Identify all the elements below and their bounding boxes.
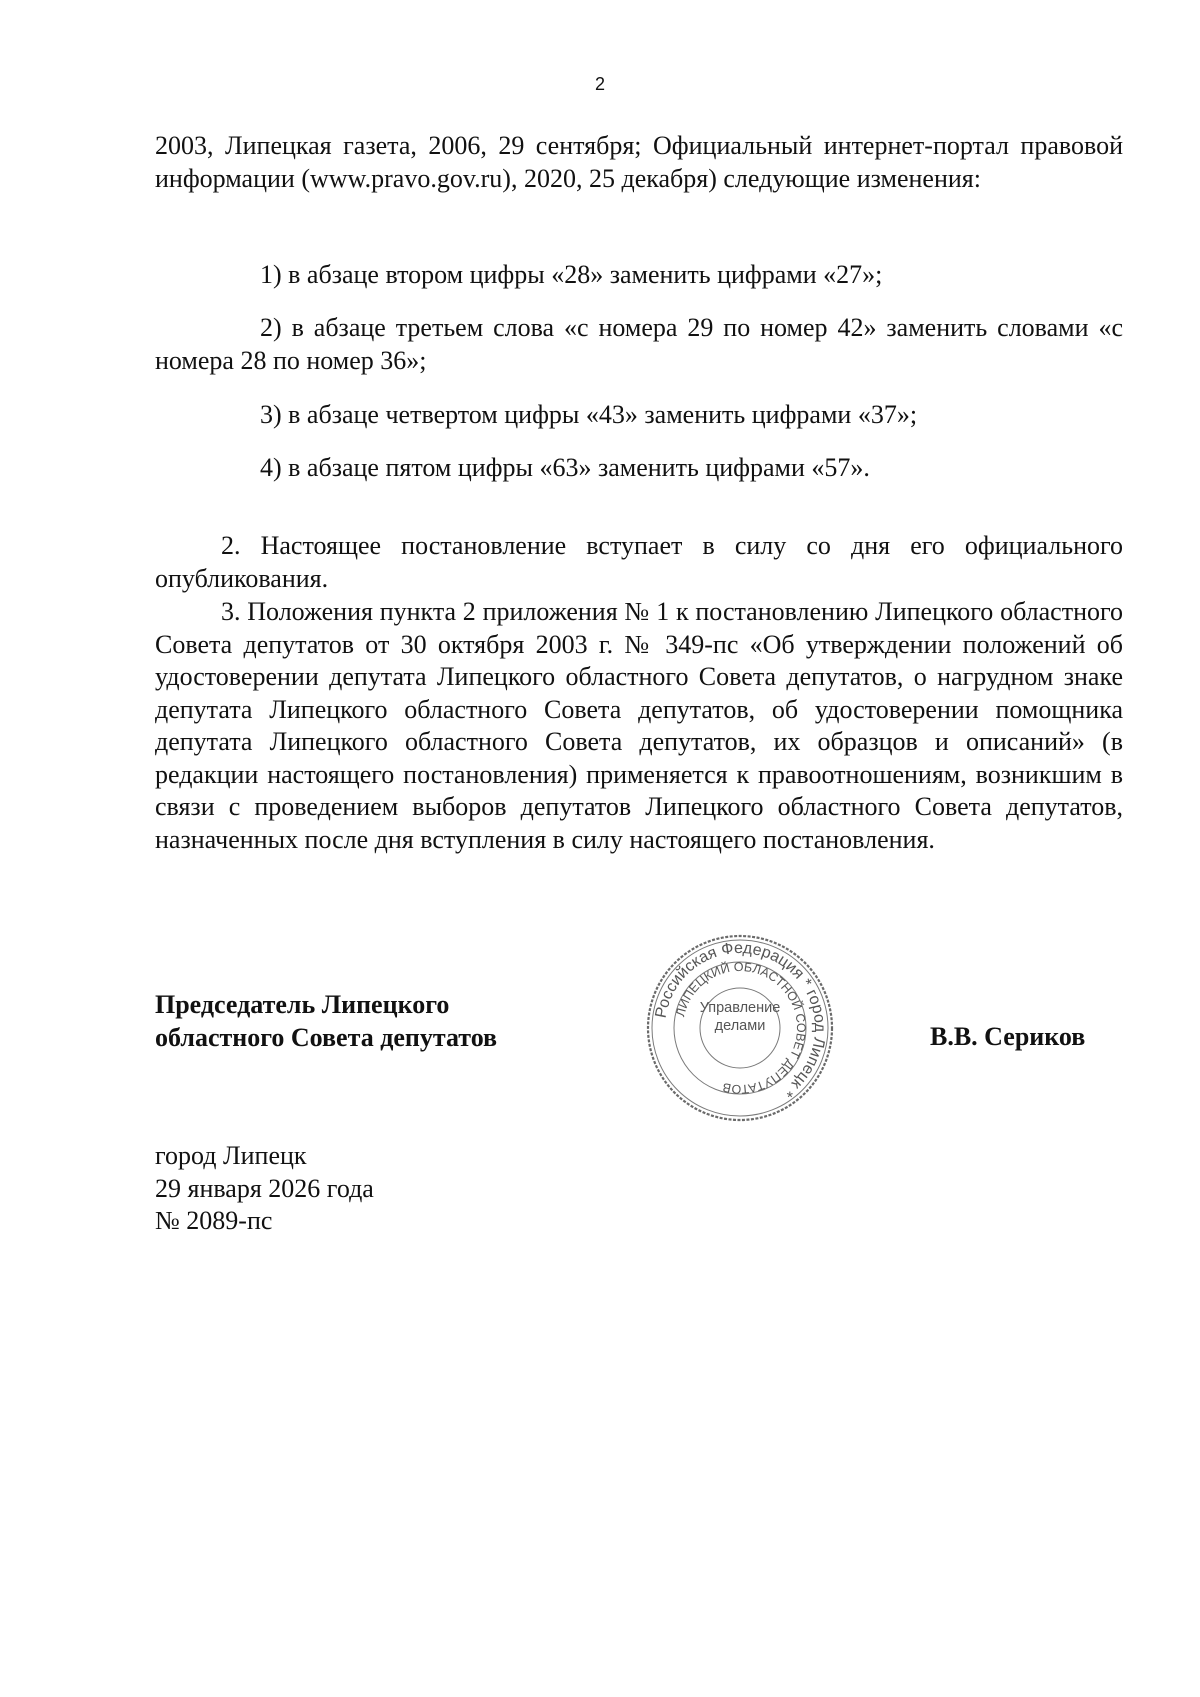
- list-item: [155, 452, 1123, 485]
- page-number: 2: [594, 74, 605, 94]
- signer-name: В.В. Сериков: [930, 1022, 1086, 1051]
- list-item: [155, 259, 1123, 292]
- seal-center-line2: делами: [714, 1018, 766, 1034]
- footer-date: 29 января 2026 года: [155, 1173, 374, 1203]
- paragraph-effective-date: 2. Настоящее постановление вступает в силу со дня его официального опубликования.: [155, 531, 1123, 593]
- signature-title-line1: Председатель Липецкого: [155, 990, 450, 1019]
- seal-outer-text: Российская Федерация * город Липецк *: [652, 939, 829, 1101]
- seal-center-text: [645, 999, 835, 1035]
- list-item-text: 3) в абзаце четвертом цифры «43» заменить цифрами «37»;: [260, 400, 918, 429]
- list-item: [155, 312, 1123, 377]
- footer-city: город Липецк: [155, 1141, 307, 1170]
- document-footer: [155, 1140, 374, 1238]
- signature-title-line2: областного Совета депутатов: [155, 1022, 498, 1052]
- paragraph-provisions: 3. Положения пункта 2 приложения № 1 к постановлению Липецкого областного Совета депутатов от 30 октября 2003 г. № 349-пс «Об утверждении положений об удостоверении депутата Липецкого областного Совета депутатов, о нагрудном знаке депутата Липецкого областного Совета депутатов, об удостоверении помощника депутата Липецкого областного Совета депутатов, их образцов и описаний» (в редакции настоящего постановления) применяется к правоотношениям, возникшим в связи с проведением выборов депутатов Липецкого областного Совета депутатов, назначенных после дня вступления в силу настоящего постановления.: [155, 597, 1123, 854]
- seal-center-line1: Управление: [699, 1000, 781, 1016]
- footer-number: № 2089-пс: [155, 1206, 273, 1235]
- list-item-text: 1) в абзаце втором цифры «28» заменить цифрами «27»;: [260, 260, 883, 289]
- list-item-text: 2) в абзаце третьем слова «с номера 29 по номер 42» заменить словами «с номера 28 по номер 36»;: [155, 313, 1123, 375]
- list-item: [155, 399, 1123, 432]
- official-seal: [645, 933, 835, 1123]
- intro-paragraph: 2003, Липецкая газета, 2006, 29 сентября; Официальный интернет-портал правовой информации (www.pravo.gov.ru), 2020, 25 декабря) следующие изменения:: [155, 131, 1123, 193]
- seal-inner-text: ЛИПЕЦКИЙ ОБЛАСТНОЙ СОВЕТ ДЕПУТАТОВ: [673, 959, 809, 1097]
- signature-block: [155, 989, 497, 1054]
- list-item-text: 4) в абзаце пятом цифры «63» заменить цифрами «57».: [260, 453, 870, 482]
